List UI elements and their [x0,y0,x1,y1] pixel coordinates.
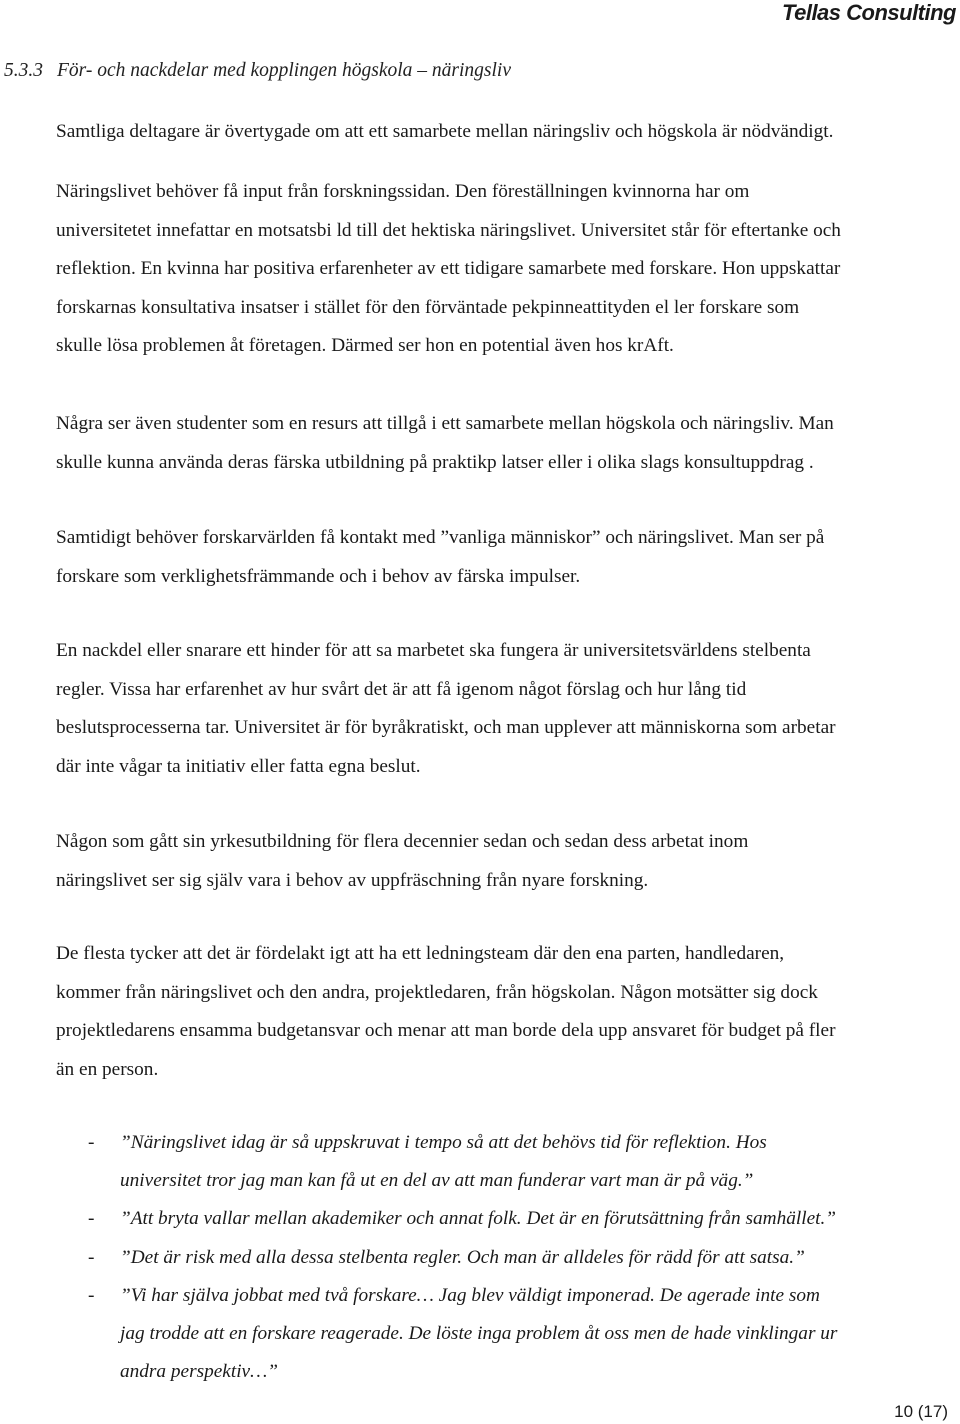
paragraph-4 [56,519,936,596]
quote-line: ”Näringslivet idag är så uppskruvat i tempo så att det behövs tid för reflektion. Hos [120,1132,767,1153]
paragraph-line: De flesta tycker att det är fördelakt igt att ha ett ledningsteam där den ena parten, handledaren, [56,943,785,964]
quote-line: ”Att bryta vallar mellan akademiker och annat folk. Det är en förutsättning från samhället.” [120,1208,837,1230]
paragraph-line: Någon som gått sin yrkesutbildning för flera decennier sedan och sedan dess arbetat inom [56,831,749,852]
paragraph-line: forskare som verklighetsfrämmande och i behov av färska impulser. [56,565,581,587]
quote-line: jag trodde att en forskare reagerade. De löste inga problem åt oss men de hade vinklingar ur [120,1322,838,1344]
quote-item [0,1200,960,1238]
paragraph-1 [56,113,936,152]
paragraph-line: kommer från näringslivet och den andra, projektledaren, från högskolan. Någon motsätter sig dock [56,981,818,1003]
quote-line: andra perspektiv…” [120,1361,278,1383]
paragraph-line: reflektion. En kvinna har positiva erfarenheter av ett tidigare samarbete med forskare. Hon uppskattar [56,258,841,280]
section-heading [4,60,511,82]
paragraph-7 [56,935,936,1089]
paragraph-line: universitetet innefattar en motsatsbi ld till det hektiska näringslivet. Universitet står för eftertanke och [56,219,841,241]
paragraph-3 [56,405,936,482]
quote-dash: - [88,1132,95,1153]
quote-item [0,1277,960,1392]
quote-line: universitet tror jag man kan få ut en del av att man funderar vart man är på väg.” [120,1170,754,1192]
paragraph-line: Näringslivet behöver få input från forskningssidan. Den föreställningen kvinnorna har om [56,181,750,202]
quote-dash: - [88,1284,95,1306]
paragraph-line: Samtidigt behöver forskarvärlden få kontakt med ”vanliga människor” och näringslivet. Man ser på [56,527,825,548]
paragraph-line: Samtliga deltagare är övertygade om att ett samarbete mellan näringsliv och högskola är nödvändigt. [56,121,834,142]
paragraph-line: forskarnas konsultativa insatser i stället för den förväntade pekpinneattityden el ler forskare som [56,296,800,318]
paragraph-5 [56,632,936,786]
company-brand: Tellas Consulting [781,0,956,25]
paragraph-2 [56,173,936,366]
paragraph-6 [56,823,936,900]
quote-dash: - [88,1246,95,1268]
paragraph-line: Några ser även studenter som en resurs att tillgå i ett samarbete mellan högskola och näringsliv. Man [56,413,834,434]
quote-item [0,1239,960,1277]
paragraph-line: skulle lösa problemen åt företagen. Därmed ser hon en potential även hos krAft. [56,335,674,357]
page-number: 10 (17) [894,1402,948,1421]
paragraph-line: projektledarens ensamma budgetansvar och menar att man borde dela upp ansvaret för budget på fler [56,1020,836,1042]
paragraph-line: där inte vågar ta initiativ eller fatta egna beslut. [56,755,421,777]
paragraph-line: beslutsprocesserna tar. Universitet är för byråkratiskt, och man upplever att människorna som arbetar [56,717,836,739]
section-title: För- och nackdelar med kopplingen högskola – näringsliv [57,60,511,81]
quote-line: ”Det är risk med alla dessa stelbenta regler. Och man är alldeles för rädd för att satsa.” [120,1246,805,1268]
quote-line: ”Vi har själva jobbat med två forskare… Jag blev väldigt imponerad. De agerade inte som [120,1284,820,1306]
quote-list [0,1124,960,1391]
paragraph-line: än en person. [56,1058,159,1080]
paragraph-line: skulle kunna använda deras färska utbildning på praktikp latser eller i olika slags konsultuppdrag . [56,451,814,473]
quote-dash: - [88,1208,95,1230]
section-number: 5.3.3 [4,60,43,81]
paragraph-line: En nackdel eller snarare ett hinder för att sa marbetet ska fungera är universitetsvärldens stelbenta [56,640,811,661]
paragraph-line: regler. Vissa har erfarenhet av hur svårt det är att få igenom något förslag och hur lång tid [56,678,747,700]
paragraph-line: näringslivet ser sig själv vara i behov av uppfräschning från nyare forskning. [56,869,649,891]
quote-item [0,1124,960,1200]
